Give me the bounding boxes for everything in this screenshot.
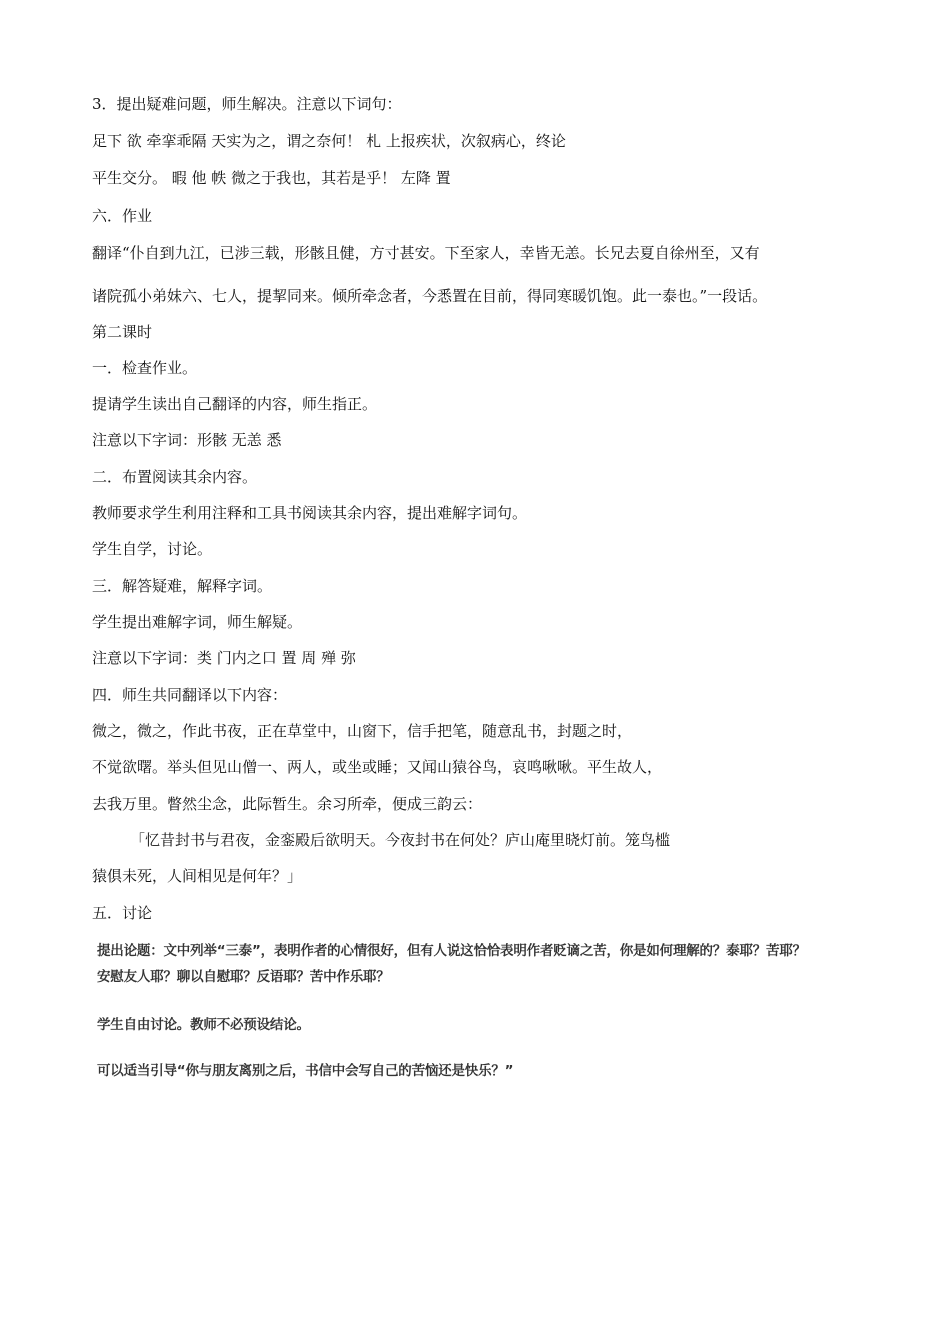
step1-words: 注意以下字词：形骸 无恙 悉 — [92, 431, 282, 449]
discussion-line-4: 可以适当引导“你与朋友离别之后，书信中会写自己的苦恼还是快乐？” — [97, 1063, 514, 1079]
passage-line-3: 去我万里。瞥然尘念，此际暂生。余习所牵，便成三韵云： — [92, 795, 483, 813]
step2-text-2: 学生自学，讨论。 — [92, 540, 213, 558]
words-line-1: 足下 欲 牵挛乖隔 天实为之，谓之奈何！ 札 上报疾状，次叙病心，终论 — [92, 132, 566, 150]
section6-header: 六．作业 — [92, 207, 153, 225]
poem-line-1: 「忆昔封书与君夜，金銮殿后欲明天。今夜封书在何处？庐山庵里晓灯前。笼鸟槛 — [130, 831, 671, 849]
section3-header: 3．提出疑难问题，师生解决。注意以下词句： — [92, 95, 402, 113]
discussion-line-3: 学生自由讨论。教师不必预设结论。 — [97, 1017, 310, 1033]
step4-header: 四．师生共同翻译以下内容： — [92, 686, 288, 704]
step2-text: 教师要求学生利用注释和工具书阅读其余内容，提出难解字词句。 — [92, 504, 528, 522]
poem-line-2: 猿俱未死，人间相见是何年？」 — [92, 867, 303, 885]
step3-header: 三．解答疑难，解释字词。 — [92, 577, 273, 595]
lesson2-header: 第二课时 — [92, 323, 153, 341]
step3-text: 学生提出难解字词，师生解疑。 — [92, 613, 303, 631]
step5-header: 五．讨论 — [92, 904, 153, 922]
discussion-line-2: 安慰友人耶？聊以自慰耶？反语耶？苦中作乐耶？ — [97, 969, 390, 985]
step1-text: 提请学生读出自己翻译的内容，师生指正。 — [92, 395, 378, 413]
homework-line-1: 翻译“仆自到九江，已涉三载，形骸且健，方寸甚安。下至家人，幸皆无恙。长兄去夏自徐州至，又有 — [92, 244, 760, 262]
passage-line-1: 微之，微之，作此书夜，正在草堂中，山窗下，信手把笔，随意乱书，封题之时， — [92, 722, 633, 740]
step2-header: 二．布置阅读其余内容。 — [92, 468, 258, 486]
passage-line-2: 不觉欲曙。举头但见山僧一、两人，或坐或睡；又闻山猿谷鸟，哀鸣啾啾。平生故人， — [92, 758, 663, 776]
step1-header: 一．检查作业。 — [92, 359, 198, 377]
words-line-2: 平生交分。 暇 他 帙 微之于我也，其若是乎！ 左降 置 — [92, 169, 451, 187]
discussion-line-1: 提出论题：文中列举“三泰”，表明作者的心情很好，但有人说这恰恰表明作者贬谪之苦，你是如何理解的？泰耶？苦耶？ — [97, 943, 806, 959]
step3-words: 注意以下字词：类 门内之口 置 周 殚 弥 — [92, 649, 356, 667]
homework-line-2: 诸院孤小弟妹六、七人，提挈同来。倾所牵念者，今悉置在目前，得同寒暖饥饱。此一泰也。”一段话。 — [92, 287, 768, 305]
